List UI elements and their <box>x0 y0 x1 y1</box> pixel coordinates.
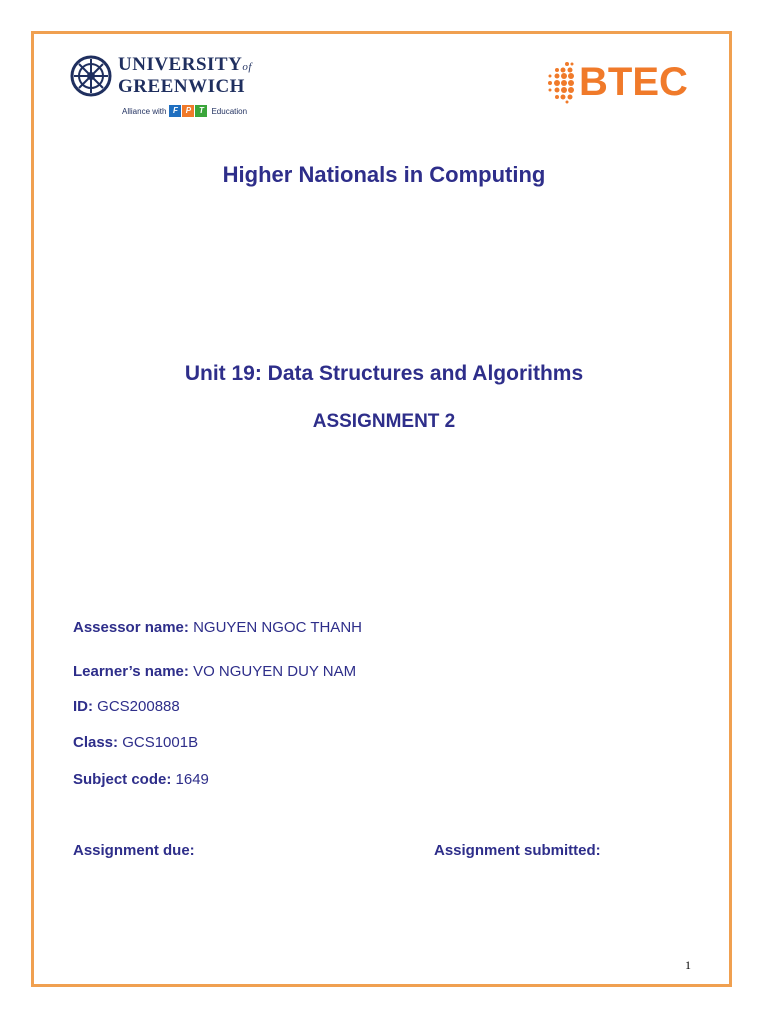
assessor-line <box>73 619 362 636</box>
assignment-title: ASSIGNMENT 2 <box>312 411 456 432</box>
assignment-submitted-label: Assignment submitted: <box>434 842 601 859</box>
university-word: UNIVERSITY <box>118 54 243 75</box>
btec-logo <box>545 58 700 106</box>
class-value: GCS1001B <box>122 734 199 751</box>
learner-label: Learner’s name: <box>73 663 189 680</box>
fpt-logo <box>169 105 208 117</box>
alliance-line <box>122 105 265 117</box>
alliance-suffix: Education <box>211 106 248 116</box>
fpt-letter-f: F <box>169 105 181 117</box>
class-label: Class: <box>73 734 119 751</box>
greenwich-word: GREENWICH <box>118 76 245 97</box>
fpt-letter-t: T <box>195 105 207 117</box>
id-line <box>73 698 180 715</box>
university-of-greenwich-logo <box>70 55 265 135</box>
subject-value: 1649 <box>175 771 209 788</box>
subject-label: Subject code: <box>73 771 172 788</box>
university-crest-icon <box>70 55 112 97</box>
btec-wordmark: BTEC <box>579 59 688 104</box>
subject-line <box>73 771 209 788</box>
university-of-word: of <box>242 61 252 73</box>
page-number: 1 <box>685 958 691 972</box>
id-value: GCS200888 <box>97 698 180 715</box>
program-title: Higher Nationals in Computing <box>222 162 546 187</box>
assignment-due-label: Assignment due: <box>73 842 195 859</box>
learner-line <box>73 663 356 680</box>
id-label: ID: <box>73 698 93 715</box>
fpt-letter-p: P <box>182 105 194 117</box>
btec-dots-icon <box>545 60 575 104</box>
class-line <box>73 734 198 751</box>
assessor-value: NGUYEN NGOC THANH <box>193 619 362 636</box>
assessor-label: Assessor name: <box>73 619 189 636</box>
unit-title: Unit 19: Data Structures and Algorithms <box>184 362 584 385</box>
learner-value: VO NGUYEN DUY NAM <box>193 663 357 680</box>
alliance-prefix: Alliance with <box>122 106 167 116</box>
assignment-submitted-line <box>434 842 601 859</box>
assignment-due-line <box>73 842 195 859</box>
